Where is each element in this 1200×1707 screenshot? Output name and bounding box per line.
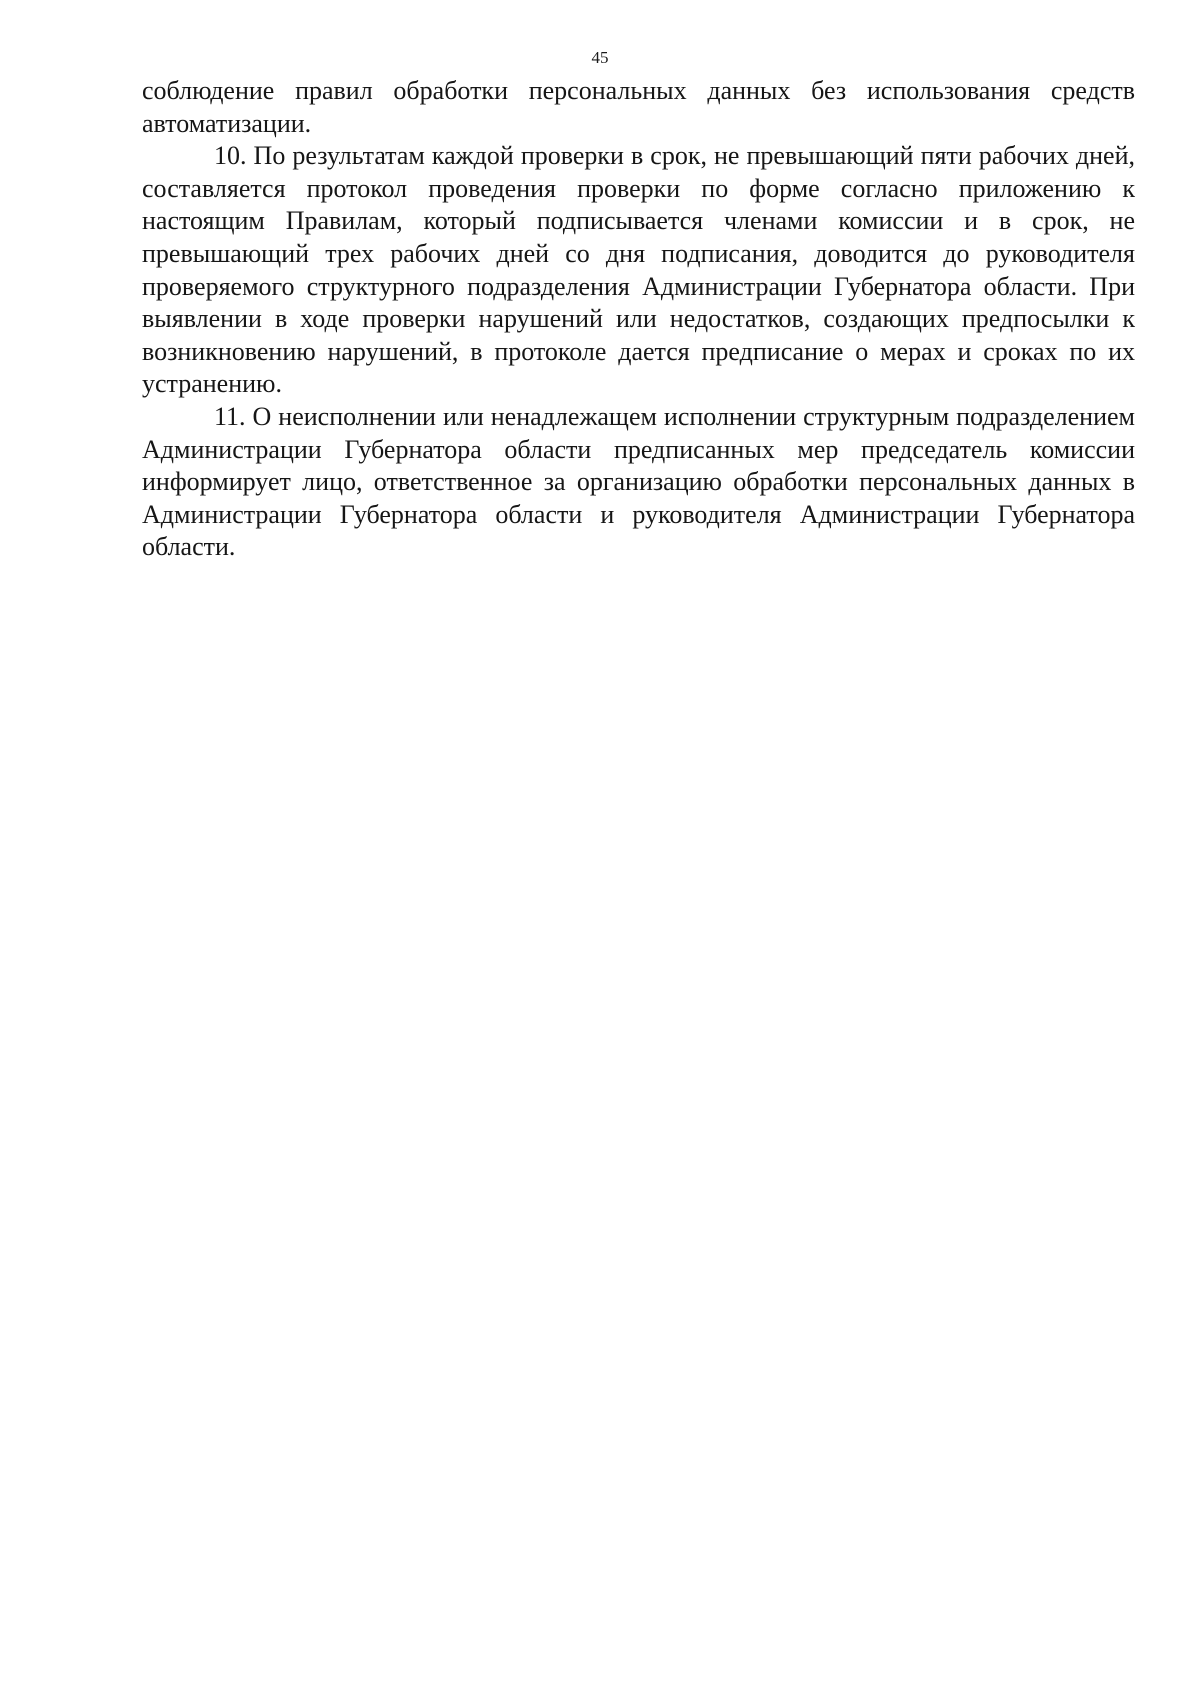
page-number: 45	[591, 48, 609, 67]
document-body	[142, 75, 1135, 564]
paragraph-continuation: соблюдение правил обработки персональных данных без использования средств автоматизации.	[142, 76, 1135, 138]
paragraph-11: 11. О неисполнении или ненадлежащем исполнении структурным подразделением Администрации Губернатора области предписанных мер председатель комиссии информирует лицо, ответственное за организацию обработки персональных данных в Администрации Губернатора области и руководителя Администрации Губернатора области.	[142, 401, 1135, 562]
paragraph-10: 10. По результатам каждой проверки в срок, не превышающий пяти рабочих дней, составляется протокол проведения проверки по форме согласно приложению к настоящим Правилам, который подписывается членами комиссии и в срок, не превышающий трех рабочих дней со дня подписания, доводится до руководителя проверяемого структурного подразделения Администрации Губернатора области. При выявлении в ходе проверки нарушений или недостатков, создающих предпосылки к возникновению нарушений, в протоколе дается предписание о мерах и сроках по их устранению.	[142, 141, 1135, 399]
